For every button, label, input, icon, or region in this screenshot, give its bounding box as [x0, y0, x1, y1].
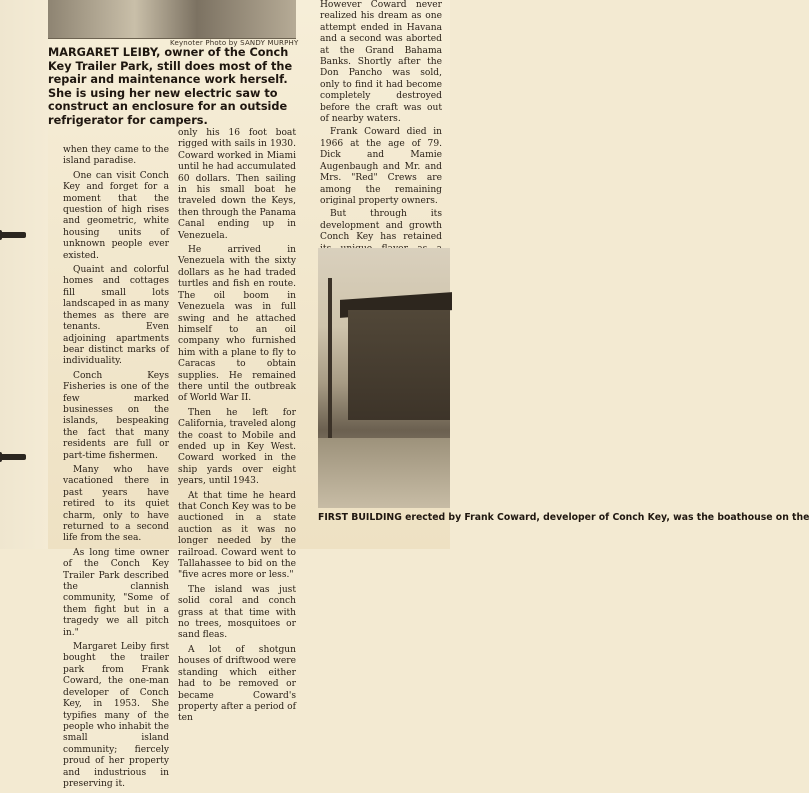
- paragraph: The island was just solid coral and conch grass at that time with no trees, mosquitoes or sand fleas.: [178, 584, 296, 641]
- paragraph: when they came to the island paradise.: [63, 145, 169, 167]
- paragraph: But through its development and growth Conch Key has retained: [320, 209, 442, 243]
- photo-caption-boathouse: FIRST BUILDING erected by Frank Coward, developer of Conch Key, was the boathouse on the: [318, 512, 809, 523]
- paragraph: Many who have vacationed there in past years have retired to its quiet charm, only to have returned to a second life from the sea.: [63, 464, 169, 544]
- paragraph: only his 16 foot boat rigged with sails in 1930. Coward worked in Miami until he had accumulated 60 dollars. Then sailing in his small boat he traveled down the Keys, then through the Panama Canal ending up in Venezuela.: [178, 128, 296, 241]
- article-column-1: [63, 145, 169, 793]
- paragraph: Margaret Leiby first bought the trailer park from Frank Coward, the one-man developer of Conch Key, in 1953. She typifies many of the people who inhabit the small island community; fiercely proud of her property and industrious in preserving it.: [63, 642, 169, 789]
- paragraph: One can visit Conch Key and forget for a moment that the question of high rises and geometric, white housing units of unknown people ever existed.: [63, 170, 169, 261]
- boathouse-photo: [318, 248, 450, 508]
- paragraph: As long time owner of the Conch Key Trailer Park described the clannish community, "Some of them fight but in a tragedy we all pitch in.": [63, 547, 169, 638]
- photo-caption-main: MARGARET LEIBY, owner of the Conch Key Trailer Park, still does most of the repair and maintenance work herself. She is using her new electric saw to construct an enclosure for an outside refrigerator for campers.: [48, 46, 293, 127]
- photo-ground: [318, 438, 450, 508]
- photo-credit: Keynoter Photo by SANDY MURPHY: [170, 39, 299, 47]
- paragraph: At that time he heard that Conch Key was to be auctioned in a state auction as it was no longer needed by the railroad. Coward went to Tallahassee to bid on the "five acres more or less.": [178, 490, 296, 581]
- paragraph: Frank Coward died in 1966 at the age of 79. Dick and Mamie Augenbaugh and Mr. and Mrs. "Red" Crews are among the remaining original property owners.: [320, 127, 442, 206]
- page-margin: [0, 0, 48, 549]
- article-column-2: [178, 128, 296, 728]
- clip-mark: [0, 232, 26, 238]
- paragraph: He arrived in Venezuela with the sixty dollars as he had traded turtles and fish en route. The oil boom in Venezuela was in full swing and he attached himself to an oil company who furnished him with a plane to fly to Caracas to obtain supplies. He remained there until the outbreak of World War II.: [178, 245, 296, 404]
- paragraph: Conch Keys Fisheries is one of the few marked businesses on the islands, bespeaking the fact that many residents are full or part-time fishermen.: [63, 370, 169, 461]
- paragraph: A lot of shotgun houses of driftwood were standing which either had to be removed or became Coward's property after a period of ten: [178, 644, 296, 724]
- paragraph: However Coward never realized his dream as one attempt ended in Havana and a second was aborted at the Grand Bahama Banks. Shortly after the Don Pancho was sold, only to find it had become completely destroyed before the craft was out of nearby waters.: [320, 0, 442, 125]
- top-photo: [48, 0, 296, 39]
- photo-building: [348, 310, 450, 420]
- photo-pole: [328, 278, 332, 458]
- paragraph: Then he left for California, traveled along the coast to Mobile and ended up in Key West. Coward worked in the ship yards over eight years, until 1943.: [178, 407, 296, 487]
- paragraph: Quaint and colorful homes and cottages fill small lots landscaped in as many themes as there are tenants. Even adjoining apartments bear distinct marks of individuality.: [63, 265, 169, 367]
- clip-mark: [0, 454, 26, 460]
